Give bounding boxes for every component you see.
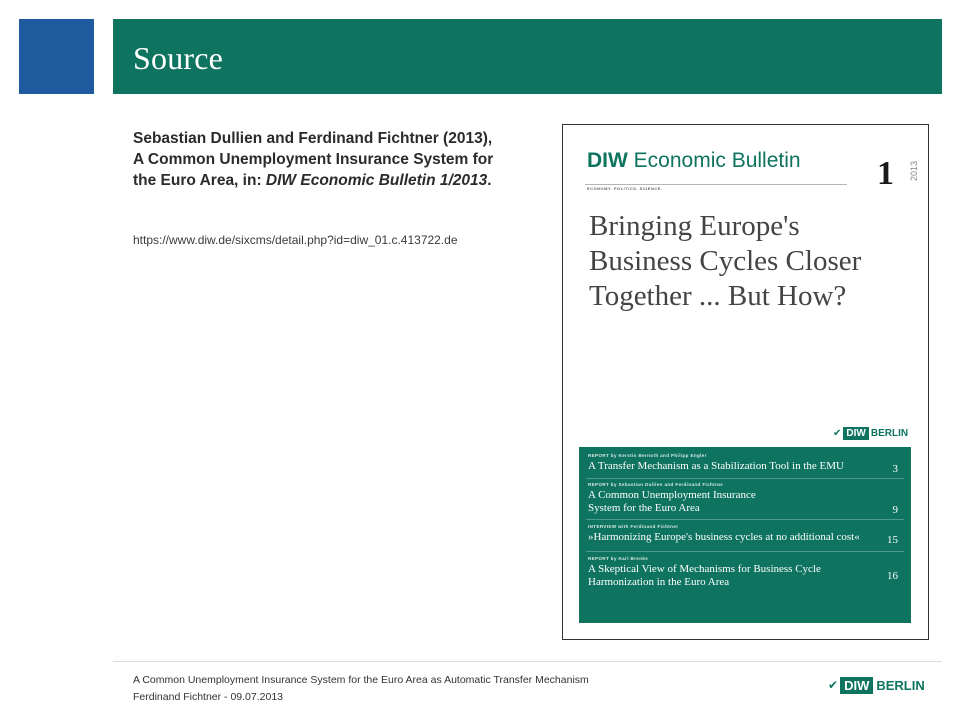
contents-item-page: 16 [887, 570, 898, 582]
title-bar [113, 19, 942, 94]
cover-tagline: ECONOMY. POLITICS. SCIENCE. [587, 186, 663, 191]
cover-diw-logo [833, 425, 908, 441]
footer-author-date: Ferdinand Fichtner - 09.07.2013 [133, 691, 284, 703]
slide-title: Source [133, 40, 224, 76]
contents-item-page: 3 [892, 463, 898, 475]
citation-line-3 [133, 170, 533, 191]
contents-item-tag: REPORT by Karl Brenke [588, 556, 649, 561]
contents-item [588, 453, 904, 473]
contents-item-tag: INTERVIEW with Ferdinand Fichtner [588, 524, 679, 529]
contents-item-tag: REPORT by Sebastian Dullien and Ferdinand Fichtner [588, 482, 724, 487]
cover-issue-number: 1 [877, 155, 894, 192]
contents-divider [586, 551, 904, 552]
cover-logo-diw: DIW [843, 427, 868, 440]
contents-item-page: 9 [892, 504, 898, 516]
contents-item-page: 15 [887, 534, 898, 546]
cover-year: 2013 [909, 161, 919, 182]
check-icon: ✔ [833, 427, 842, 439]
citation-line-3-prefix: the Euro Area, in: [133, 172, 266, 189]
citation-line-1: Sebastian Dullien and Ferdinand Fichtner (2013), [133, 130, 493, 147]
footer-logo-berlin: BERLIN [876, 677, 925, 693]
contents-item-tag: REPORT by Kerstin Bernoth and Philipp Engler [588, 453, 707, 458]
contents-item-title: A Skeptical View of Mechanisms for Business Cycle Harmonization in the Euro Area [588, 563, 821, 588]
contents-item-title: »Harmonizing Europe's business cycles at no additional cost« [588, 531, 860, 543]
check-icon: ✔ [828, 678, 839, 692]
citation-journal: DIW Economic Bulletin 1/2013 [265, 172, 488, 189]
contents-item [588, 524, 904, 544]
citation [133, 128, 533, 191]
cover-contents [579, 447, 911, 623]
cover-headline [589, 209, 909, 314]
cover-headline-line-3: Together ... But How? [589, 280, 847, 312]
bulletin-cover [562, 124, 929, 640]
contents-item [588, 482, 904, 514]
contents-item-title: A Common Unemployment Insurance System for the Euro Area [588, 489, 756, 514]
footer-logo-diw: DIW [840, 677, 873, 694]
cover-headline-line-1: Bringing Europe's [589, 210, 800, 242]
cover-brand [587, 149, 801, 173]
contents-item-title: A Transfer Mechanism as a Stabilization Tool in the EMU [588, 460, 844, 472]
footer-divider [113, 661, 942, 662]
contents-divider [586, 478, 904, 479]
footer-diw-logo [828, 676, 925, 694]
source-url[interactable]: https://www.diw.de/sixcms/detail.php?id=diw_01.c.413722.de [133, 233, 458, 247]
cover-divider [585, 184, 847, 185]
cover-brand-title: Economic Bulletin [633, 149, 801, 172]
footer-title: A Common Unemployment Insurance System for the Euro Area as Automatic Transfer Mechanism [133, 674, 589, 686]
contents-divider [586, 519, 904, 520]
cover-headline-line-2: Business Cycles Closer [589, 245, 862, 277]
citation-line-3-suffix: . [487, 172, 492, 189]
cover-logo-berlin: BERLIN [870, 427, 909, 439]
cover-brand-diw: DIW [587, 149, 628, 172]
accent-block [19, 19, 94, 94]
citation-line-2: A Common Unemployment Insurance System for [133, 151, 494, 168]
contents-item [588, 556, 904, 588]
